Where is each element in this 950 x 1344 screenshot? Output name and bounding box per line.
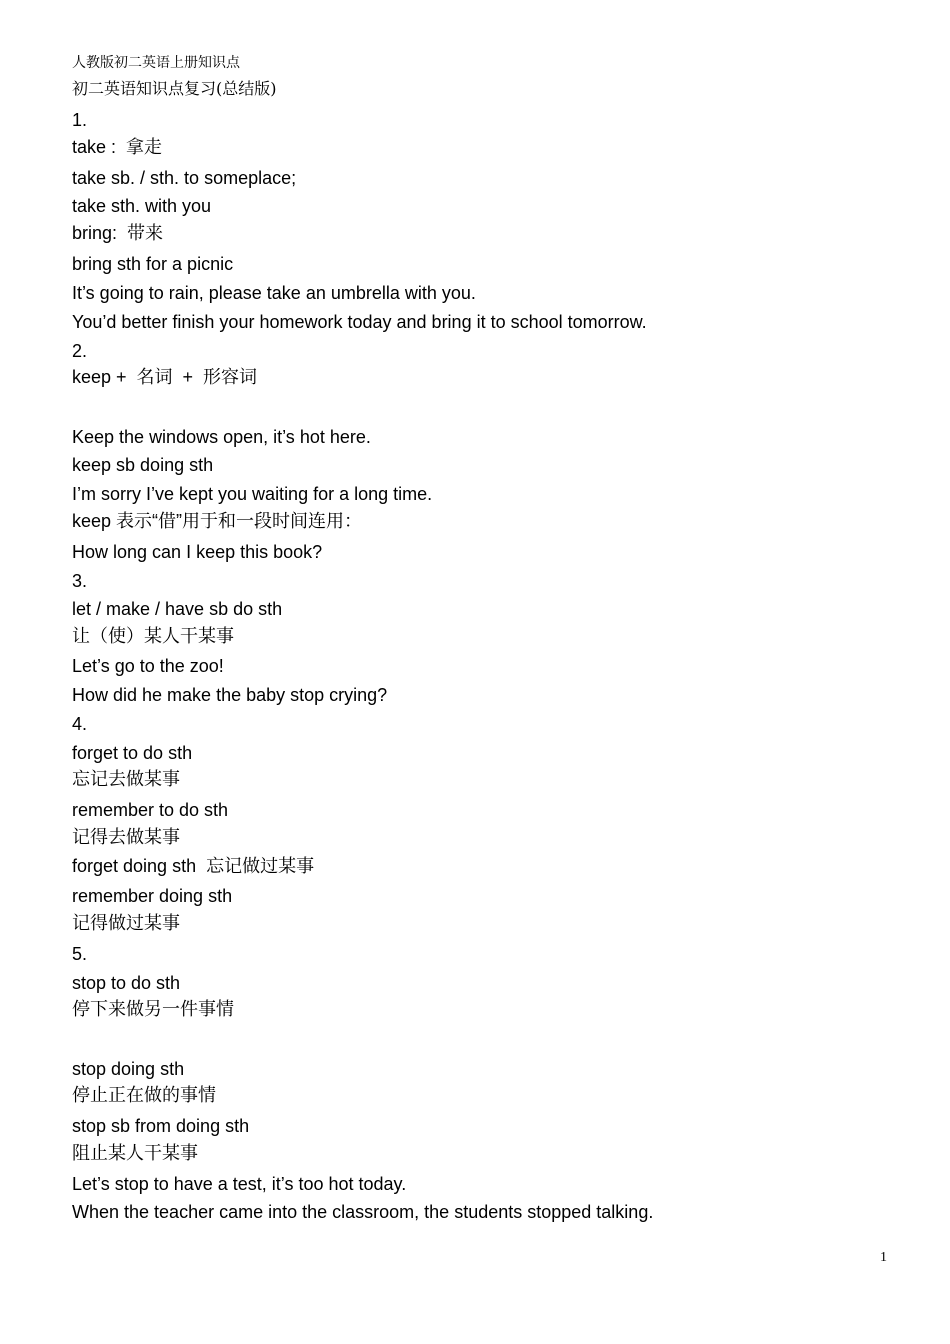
text-line: take sb. / sth. to someplace; xyxy=(72,168,297,188)
text-line: take : 拿走 xyxy=(72,137,163,157)
text-line: stop doing sth xyxy=(72,1059,185,1079)
text-line: How long can I keep this book? xyxy=(72,542,323,562)
text-line: keep + 名词 + 形容词 xyxy=(72,367,258,387)
text-line: stop to do sth xyxy=(72,973,181,993)
text-line: Let’s stop to have a test, it’s too hot today. xyxy=(72,1174,407,1194)
page-number: 1 xyxy=(880,1250,887,1265)
text-line: remember doing sth xyxy=(72,886,233,906)
section-number-1: 1. xyxy=(72,110,88,130)
text-line: 忘记去做某事 xyxy=(72,769,180,789)
text-line: 停下来做另一件事情 xyxy=(72,999,234,1019)
section-number-5: 5. xyxy=(72,944,88,964)
text-line: 记得做过某事 xyxy=(72,913,180,933)
text-line: You’d better finish your homework today and bring it to school tomorrow. xyxy=(72,312,647,332)
text-line: take sth. with you xyxy=(72,196,212,216)
text-line: 记得去做某事 xyxy=(72,827,180,847)
text-line: 阻止某人干某事 xyxy=(72,1143,198,1163)
text-line: bring: 带来 xyxy=(72,223,164,243)
text-line: forget to do sth xyxy=(72,743,193,763)
text-line: When the teacher came into the classroom, the students stopped talking. xyxy=(72,1202,654,1222)
text-line: keep 表示“借”用于和一段时间连用： xyxy=(72,511,363,531)
text-line: let / make / have sb do sth xyxy=(72,599,283,619)
text-line: Keep the windows open, it’s hot here. xyxy=(72,427,371,447)
text-line: Let’s go to the zoo! xyxy=(72,656,224,676)
doc-title: 人教版初二英语上册知识点 xyxy=(72,55,240,71)
section-number-4: 4. xyxy=(72,714,88,734)
text-line: It’s going to rain, please take an umbrella with you. xyxy=(72,283,476,303)
doc-subtitle: 初二英语知识点复习(总结版) xyxy=(72,79,277,98)
text-line: keep sb doing sth xyxy=(72,455,214,475)
text-line: forget doing sth 忘记做过某事 xyxy=(72,856,315,876)
section-number-3: 3. xyxy=(72,571,88,591)
text-line: remember to do sth xyxy=(72,800,229,820)
text-line: bring sth for a picnic xyxy=(72,254,234,274)
text-line: stop sb from doing sth xyxy=(72,1116,250,1136)
text-line: I’m sorry I’ve kept you waiting for a long time. xyxy=(72,484,433,504)
text-line: 让（使）某人干某事 xyxy=(72,626,234,646)
text-line: 停止正在做的事情 xyxy=(72,1085,216,1105)
section-number-2: 2. xyxy=(72,341,88,361)
text-line: How did he make the baby stop crying? xyxy=(72,685,388,705)
